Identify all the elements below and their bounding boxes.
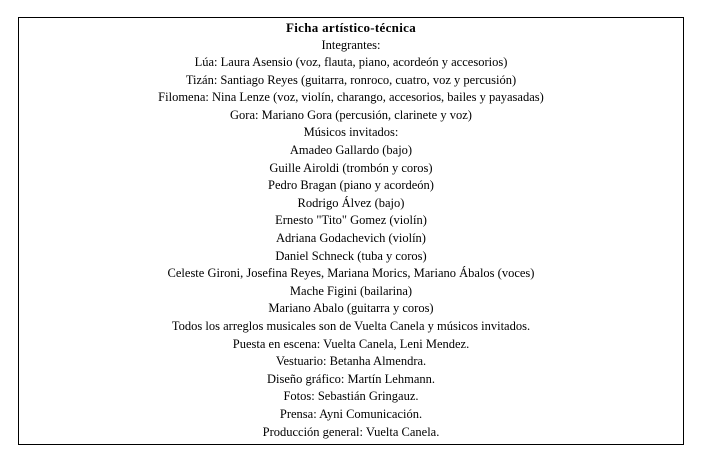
member-line: Tizán: Santiago Reyes (guitarra, ronroco, cuatro, voz y percusión) [185,72,517,87]
member-line: Lúa: Laura Asensio (voz, flauta, piano, acordeón y accesorios) [194,55,508,70]
arrangements-line: Todos los arreglos musicales son de Vuelta Canela y músicos invitados. [171,319,531,333]
guest-musician-line: Amadeo Gallardo (bajo) [289,143,413,158]
guest-musician-line: Rodrigo Álvez (bajo) [297,195,405,210]
graphic-design-line: Diseño gráfico: Martín Lehmann. [266,371,435,386]
member-line: Filomena: Nina Lenze (voz, violín, charango, accesorios, bailes y payasadas) [158,90,544,105]
section-heading-guests: Músicos invitados: [303,125,399,140]
member-line: Gora: Mariano Gora (percusión, clarinete y voz) [230,107,472,122]
guest-musician-line: Mache Figini (bailarina) [289,283,413,298]
guest-musician-line: Mariano Abalo (guitarra y coros) [268,301,434,316]
guest-musician-line: Ernesto "Tito" Gomez (violín) [275,213,427,228]
general-production-line: Producción general: Vuelta Canela. [262,424,440,439]
credits-title: Ficha artístico-técnica [286,20,416,35]
guest-musician-line: Guille Airoldi (trombón y coros) [269,160,433,175]
guest-musician-line: Pedro Bragan (piano y acordeón) [268,178,434,193]
credits-cell [19,19,683,441]
photos-line: Fotos: Sebastián Gringauz. [283,389,419,404]
press-line: Prensa: Ayni Comunicación. [279,406,423,421]
section-heading-members: Integrantes: [321,37,381,52]
guest-musician-line: Daniel Schneck (tuba y coros) [275,248,427,263]
credits-table [18,17,684,445]
guest-musician-line: Celeste Gironi, Josefina Reyes, Mariana Morics, Mariano Ábalos (voces) [167,266,535,281]
staging-line: Puesta en escena: Vuelta Canela, Leni Mendez. [232,336,470,351]
guest-musician-line: Adriana Godachevich (violín) [276,231,426,246]
wardrobe-line: Vestuario: Betanha Almendra. [275,354,427,369]
